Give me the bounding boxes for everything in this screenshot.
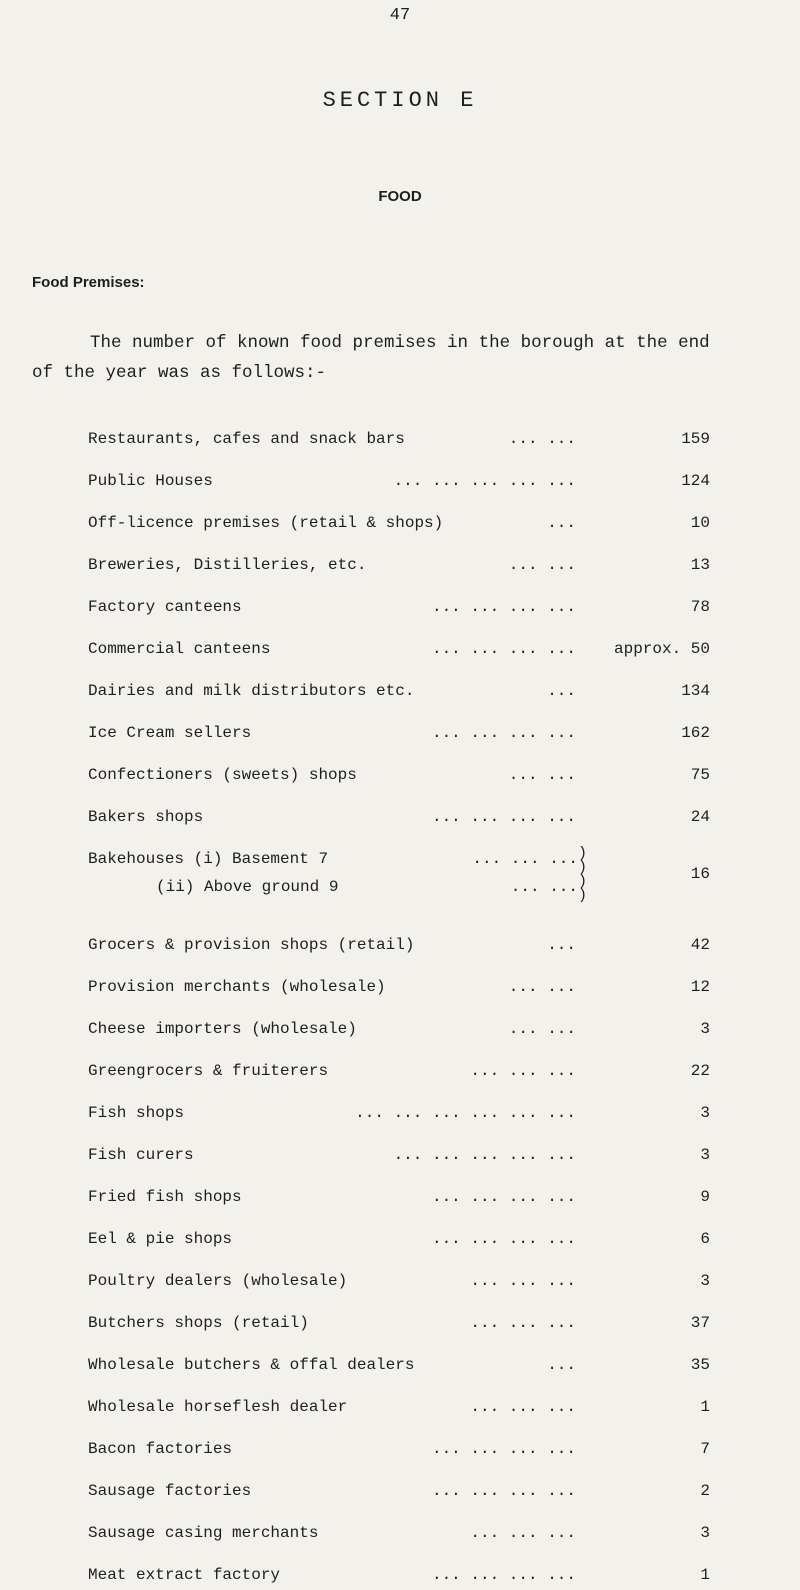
list-item [0,466,800,496]
list-item [0,760,800,790]
premises-count: 10 [690,514,710,532]
list-item [0,718,800,748]
leader-dots: ... ... ... [470,1272,576,1290]
leader-dots: ... ... [508,766,576,784]
list-item [0,1266,800,1296]
list-item [0,1014,800,1044]
premises-label: Sausage casing merchants [88,1524,319,1542]
leader-dots: ... ... ... ... [431,640,576,658]
leader-dots: ... ... [510,878,578,896]
premises-label: Greengrocers & fruiterers [88,1062,329,1080]
premises-label: Cheese importers (wholesale) [88,1020,357,1038]
leader-dots: ... ... ... ... ... [393,472,576,490]
leader-dots: ... ... ... ... [431,1566,576,1584]
premises-label: Eel & pie shops [88,1230,233,1248]
bakehouses-above-ground-label: (ii) Above ground 9 [156,878,339,896]
leader-dots: ... ... ... ... [431,1230,576,1248]
leader-dots: ... ... ... ... [431,1440,576,1458]
premises-label: Confectioners (sweets) shops [88,766,357,784]
leader-dots: ... ... ... ... [431,1188,576,1206]
leader-dots: ... [547,936,576,954]
leader-dots: ... ... ... [470,1314,576,1332]
premises-label: Factory canteens [88,598,242,616]
premises-label: Fish curers [88,1146,194,1164]
premises-label: Poultry dealers (wholesale) [88,1272,348,1290]
premises-label: Breweries, Distilleries, etc. [88,556,367,574]
premises-label: Dairies and milk distributors etc. [88,682,415,700]
list-item [0,1560,800,1590]
premises-count: approx. 50 [613,640,710,658]
leader-dots: ... ... ... [470,1062,576,1080]
premises-count: 6 [700,1230,710,1248]
list-item [0,1434,800,1464]
list-item [0,1140,800,1170]
food-subheading: FOOD [378,188,422,205]
premises-label: Butchers shops (retail) [88,1314,309,1332]
premises-label: Grocers & provision shops (retail) [88,936,415,954]
premises-count: 3 [700,1020,710,1038]
leader-dots: ... ... ... [470,1398,576,1416]
premises-label: Meat extract factory [88,1566,281,1584]
premises-count: 124 [681,472,710,490]
bakehouses-count: 16 [690,865,710,883]
list-item [0,424,800,454]
leader-dots: ... ... [508,978,576,996]
premises-label: Off-licence premises (retail & shops) [88,514,444,532]
premises-label: Provision merchants (wholesale) [88,978,386,996]
list-item [0,634,800,664]
premises-label: Wholesale butchers & offal dealers [88,1356,415,1374]
leader-dots: ... ... ... ... ... [393,1146,576,1164]
premises-count: 24 [690,808,710,826]
list-item [0,1098,800,1128]
intro-line-2: of the year was as follows:- [32,363,327,383]
leader-dots: ... ... ... ... ... ... [355,1104,576,1122]
premises-count: 13 [690,556,710,574]
premises-count: 2 [700,1482,710,1500]
premises-label: Commercial canteens [88,640,271,658]
premises-label: Sausage factories [88,1482,252,1500]
premises-count: 42 [690,936,710,954]
list-item [0,1518,800,1548]
premises-label: Bakers shops [88,808,204,826]
premises-count: 35 [690,1356,710,1374]
premises-label: Wholesale horseflesh dealer [88,1398,348,1416]
leader-dots: ... ... [508,1020,576,1038]
leader-dots: ... ... [508,556,576,574]
brace-glyph: ) ) ) ) [578,845,588,904]
list-item [0,550,800,580]
leader-dots: ... [547,1356,576,1374]
premises-count: 12 [690,978,710,996]
premises-count: 134 [681,682,710,700]
list-item [0,1308,800,1338]
section-title: SECTION E [322,88,478,113]
premises-count: 3 [700,1524,710,1542]
premises-label: Restaurants, cafes and snack bars [88,430,405,448]
list-item [0,1182,800,1212]
list-item [0,1056,800,1086]
list-item [0,1350,800,1380]
list-item [0,1224,800,1254]
list-item [0,592,800,622]
premises-count: 1 [700,1566,710,1584]
list-item [0,1392,800,1422]
list-item [0,972,800,1002]
leader-dots: ... ... ... [470,1524,576,1542]
intro-line-1: The number of known food premises in the borough at the end [90,333,710,353]
food-premises-heading: Food Premises: [32,274,145,291]
premises-count: 78 [690,598,710,616]
list-item [0,508,800,538]
list-item [0,930,800,960]
premises-label: Fried fish shops [88,1188,242,1206]
premises-label: Public Houses [88,472,213,490]
premises-count: 162 [681,724,710,742]
leader-dots: ... ... ... [472,850,578,868]
leader-dots: ... ... ... ... [431,724,576,742]
list-item [0,802,800,832]
premises-count: 75 [690,766,710,784]
premises-label: Ice Cream sellers [88,724,252,742]
leader-dots: ... ... ... ... [431,598,576,616]
premises-count: 9 [700,1188,710,1206]
premises-count: 1 [700,1398,710,1416]
page-number: 47 [389,6,411,25]
leader-dots: ... ... ... ... [431,808,576,826]
leader-dots: ... [547,682,576,700]
list-item [0,1476,800,1506]
premises-count: 3 [700,1272,710,1290]
premises-count: 22 [690,1062,710,1080]
leader-dots: ... [547,514,576,532]
intro-paragraph [32,328,782,388]
leader-dots: ... ... ... ... [431,1482,576,1500]
premises-label: Fish shops [88,1104,185,1122]
premises-count: 37 [690,1314,710,1332]
premises-label: Bacon factories [88,1440,233,1458]
leader-dots: ... ... [508,430,576,448]
bakehouses-basement-label: Bakehouses (i) Basement 7 [88,850,329,868]
premises-count: 7 [700,1440,710,1458]
premises-count: 3 [700,1104,710,1122]
list-item [0,676,800,706]
premises-count: 159 [681,430,710,448]
premises-count: 3 [700,1146,710,1164]
